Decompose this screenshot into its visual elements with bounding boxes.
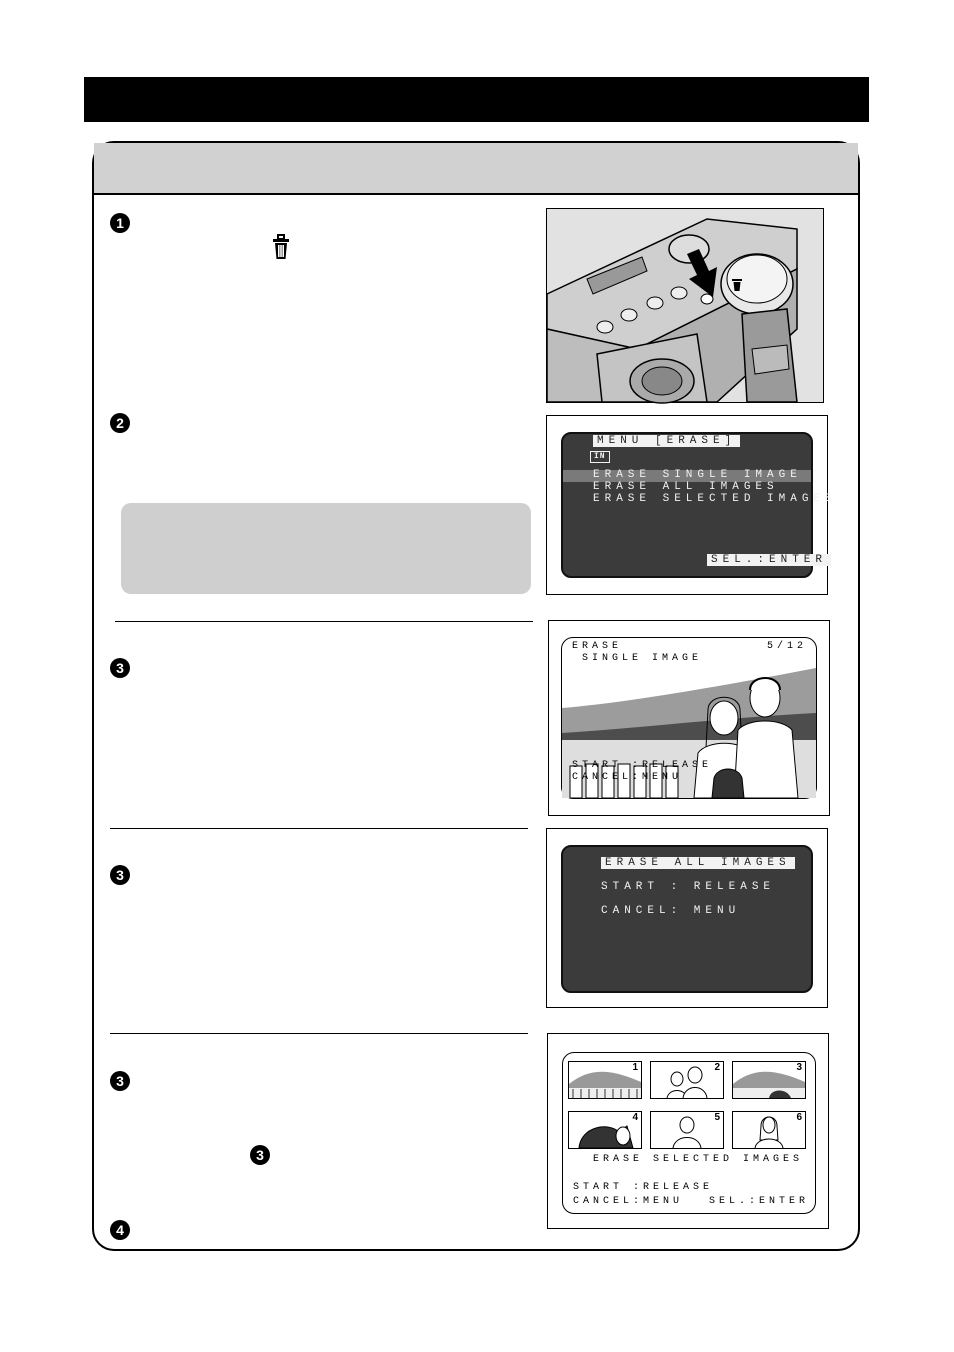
step-number-3: 3 — [110, 658, 130, 678]
thumbnail-number: 3 — [796, 1062, 802, 1073]
screen-title-line1: ERASE — [572, 641, 623, 652]
start-release-text: START :RELEASE — [573, 1182, 714, 1193]
panel-header — [94, 143, 858, 195]
menu-footer: SEL.:ENTER — [707, 554, 831, 566]
erase-all-figure — [546, 828, 828, 1008]
step-number-2: 2 — [110, 413, 130, 433]
section-divider — [110, 1033, 528, 1034]
image-counter: 5/12 — [767, 641, 808, 652]
erase-selected-title: ERASE SELECTED IMAGES — [593, 1154, 804, 1165]
erase-menu-figure — [546, 415, 837, 595]
camera-illustration — [546, 208, 824, 403]
erase-single-figure — [548, 620, 830, 816]
thumbnail-4[interactable] — [568, 1111, 642, 1149]
memory-badge: IN — [590, 451, 610, 463]
menu-item-erase-single[interactable]: ERASE SINGLE IMAGE — [593, 469, 802, 481]
trash-icon — [271, 234, 291, 260]
step-number-3: 3 — [110, 1071, 130, 1091]
thumbnail-number: 1 — [632, 1062, 638, 1073]
step-reference-3: 3 — [250, 1145, 270, 1165]
erase-all-screen — [561, 845, 813, 993]
sel-enter-text: SEL.:ENTER — [709, 1196, 810, 1207]
screen-title-line2: SINGLE IMAGE — [582, 653, 703, 664]
thumbnail-5[interactable] — [650, 1111, 724, 1149]
thumbnail-2[interactable] — [650, 1061, 724, 1099]
section-header-bar — [84, 77, 869, 122]
start-release-text: START :RELEASE — [572, 760, 713, 771]
thumbnail-3[interactable] — [732, 1061, 806, 1099]
erase-single-screen — [561, 637, 817, 799]
start-release-text: START : RELEASE — [601, 881, 776, 893]
cancel-menu-text: CANCEL:MENU — [573, 1196, 684, 1207]
menu-title: MENU [ERASE] — [593, 435, 740, 447]
note-box — [121, 503, 531, 594]
erase-menu-screen — [561, 432, 837, 578]
step-number-3: 3 — [110, 865, 130, 885]
menu-item-erase-selected[interactable]: ERASE SELECTED IMAGES — [593, 493, 837, 505]
thumbnail-number: 5 — [714, 1112, 720, 1123]
step-number-1: 1 — [110, 213, 130, 233]
erase-all-title: ERASE ALL IMAGES — [601, 857, 795, 869]
menu-item-erase-all[interactable]: ERASE ALL IMAGES — [593, 481, 779, 493]
erase-selected-figure — [547, 1033, 829, 1229]
section-divider — [110, 828, 528, 829]
thumbnail-number: 6 — [796, 1112, 802, 1123]
thumbnail-6[interactable] — [732, 1111, 806, 1149]
thumbnail-number: 2 — [714, 1062, 720, 1073]
step-number-4: 4 — [110, 1220, 130, 1240]
cancel-menu-text: CANCEL: MENU — [601, 905, 741, 917]
erase-selected-screen — [562, 1052, 816, 1214]
cancel-menu-text: CANCEL:MENU — [572, 772, 683, 783]
thumbnail-1[interactable] — [568, 1061, 642, 1099]
section-divider — [115, 621, 533, 622]
thumbnail-number: 4 — [632, 1112, 638, 1123]
